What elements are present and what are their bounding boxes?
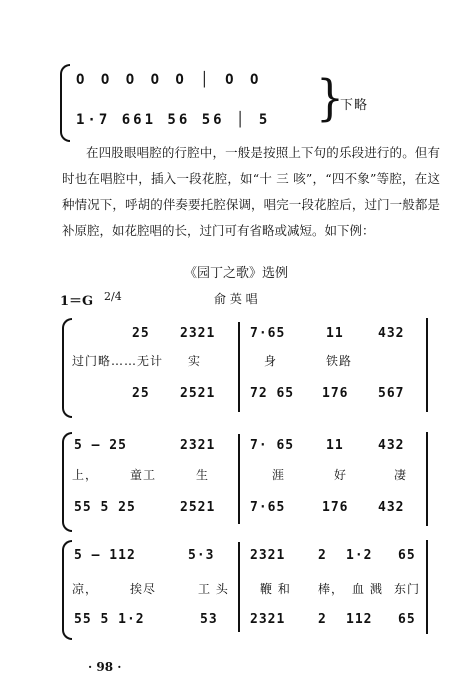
- staff1-accomp-1: 25: [132, 386, 150, 401]
- staff2-lyric-2: 童工: [130, 468, 157, 482]
- staff3-barline-1: [238, 542, 240, 632]
- key-signature: 1＝G: [60, 294, 94, 309]
- staff2-accomp-4: 176: [322, 500, 349, 515]
- staff2-note-4: 11: [326, 438, 344, 453]
- staff3-barline-end: [426, 540, 428, 634]
- staff1-lyric-4: 铁路: [326, 354, 353, 368]
- staff2-accomp-1: 55 5 25: [74, 500, 136, 515]
- staff2-lyric-1: 上，: [72, 468, 99, 482]
- staff3-lyric-1: 凉，: [72, 582, 99, 596]
- staff3-lyric-3: 工 头: [198, 582, 229, 596]
- page-number: · 98 ·: [88, 660, 122, 674]
- staff1-lyric-3: 身: [264, 354, 278, 368]
- body-paragraph: 在四股眼唱腔的行腔中，一般是按照上下句的乐段进行的。但有时也在唱腔中，插入一段花腔，如“十 三 咳”，“四不象”等腔，在这种情况下，呼胡的伴奏要托腔保调，唱完一段花腔后，过门一般都是补原腔，如花腔唱的长，过门可有省略或减短。如下例：: [62, 145, 440, 238]
- staff3-note-3: 2321: [250, 548, 286, 563]
- staff1-barline-end: [426, 318, 428, 412]
- staff1-note-2: 2321: [180, 326, 216, 341]
- staff2-note-1: 5 — 25: [74, 438, 127, 453]
- staff1-brace: [62, 318, 72, 418]
- staff2-note-5: 432: [378, 438, 405, 453]
- example-title: 《园丁之歌》选例: [184, 266, 289, 281]
- staff2-lyric-3: 生: [196, 468, 210, 482]
- staff2-barline-1: [238, 434, 240, 524]
- staff2-accomp-5: 432: [378, 500, 405, 515]
- staff3-accomp-5: 112: [346, 612, 373, 627]
- staff2-accomp-2: 2521: [180, 500, 216, 515]
- top-staff-brace: [60, 64, 70, 142]
- staff3-note-6: 65: [398, 548, 416, 563]
- staff3-lyric-7: 东门: [394, 582, 421, 596]
- staff1-accomp-5: 567: [378, 386, 405, 401]
- staff3-note-2: 5·3: [188, 548, 215, 563]
- staff1-barline-1: [238, 322, 240, 412]
- staff3-accomp-2: 53: [200, 612, 218, 627]
- staff1-note-3: 7·65: [250, 326, 286, 341]
- staff2-lyric-4: 涯: [272, 468, 286, 482]
- staff1-lyric-1: 过门略……无计: [72, 354, 164, 368]
- staff2-barline-end: [426, 432, 428, 526]
- staff1-note-4: 11: [326, 326, 344, 341]
- staff1-note-1: 25: [132, 326, 150, 341]
- staff2-accomp-3: 7·65: [250, 500, 286, 515]
- staff3-accomp-3: 2321: [250, 612, 286, 627]
- staff3-lyric-4: 鞭 和: [260, 582, 291, 596]
- staff3-note-5: 1·2: [346, 548, 373, 563]
- staff3-lyric-6: 血 溅: [352, 582, 383, 596]
- staff3-lyric-5: 棒，: [318, 582, 345, 596]
- staff3-note-1: 5 — 112: [74, 548, 136, 563]
- singer-credit: 俞 英 唱: [214, 292, 258, 306]
- staff2-note-3: 7· 65: [250, 438, 295, 453]
- top-staff-right-brace: }: [316, 70, 344, 127]
- staff3-accomp-6: 65: [398, 612, 416, 627]
- staff3-note-4: 2: [318, 548, 327, 563]
- top-staff-lower: 1·7 661 56 56 │ 5: [76, 112, 271, 128]
- staff1-note-5: 432: [378, 326, 405, 341]
- staff1-accomp-2: 2521: [180, 386, 216, 401]
- top-staff-upper: O O O O O │ O O: [76, 72, 263, 88]
- top-staff-annotation: 下略: [340, 98, 369, 113]
- staff2-lyric-5: 好: [334, 468, 348, 482]
- staff1-lyric-2: 实: [188, 354, 202, 368]
- staff2-lyric-6: 凄: [394, 468, 408, 482]
- staff3-brace: [62, 540, 72, 640]
- staff3-accomp-1: 55 5 1·2: [74, 612, 145, 627]
- staff2-note-2: 2321: [180, 438, 216, 453]
- staff1-accomp-3: 72 65: [250, 386, 295, 401]
- staff2-brace: [62, 432, 72, 532]
- staff1-accomp-4: 176: [322, 386, 349, 401]
- staff3-accomp-4: 2: [318, 612, 327, 627]
- staff3-lyric-2: 挨尽: [130, 582, 157, 596]
- time-signature: 2/4: [104, 290, 122, 303]
